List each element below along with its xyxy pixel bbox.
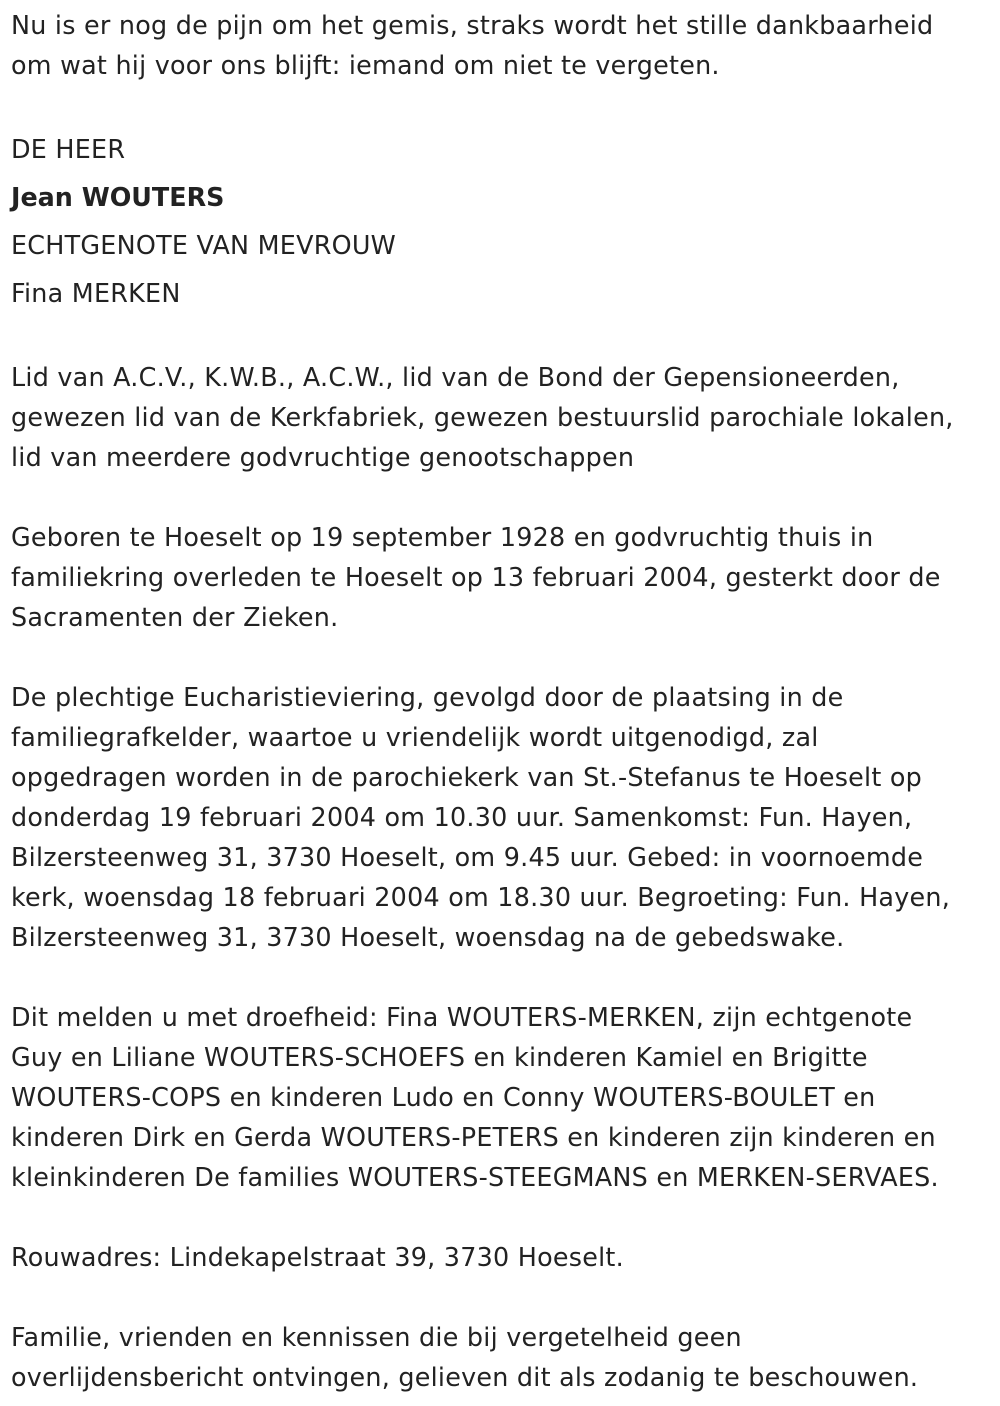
announcement-line: kleinkinderen De families WOUTERS-STEEGMANS en MERKEN-SERVAES.	[11, 1162, 939, 1192]
closing-line: overlijdensbericht ontvingen, gelieven dit als zodanig te beschouwen.	[11, 1362, 919, 1392]
ceremony-line: donderdag 19 februari 2004 om 10.30 uur. Samenkomst: Fun. Hayen,	[11, 802, 913, 832]
announcement-line: WOUTERS-COPS en kinderen Ludo en Conny WOUTERS-BOULET en	[11, 1082, 876, 1112]
announcement-line: kinderen Dirk en Gerda WOUTERS-PETERS en kinderen zijn kinderen en	[11, 1122, 936, 1152]
paragraph-gap	[11, 317, 991, 357]
ceremony-line: kerk, woensdag 18 februari 2004 om 18.30 uur. Begroeting: Fun. Hayen,	[11, 882, 951, 912]
memberships-line: lid van meerdere godvruchtige genootschappen	[11, 442, 635, 472]
paragraph-gap	[11, 85, 991, 125]
birth-death-line: familiekring overleden te Hoeselt op 13 februari 2004, gesterkt door de	[11, 562, 941, 592]
announcement-line: Dit melden u met droefheid: Fina WOUTERS-MERKEN, zijn echtgenote	[11, 1002, 913, 1032]
ceremony-line: familiegrafkelder, waartoe u vriendelijk wordt uitgenodigd, zal	[11, 722, 819, 752]
ceremony-line: De plechtige Eucharistieviering, gevolgd door de plaatsing in de	[11, 682, 844, 712]
memberships-paragraph	[11, 357, 991, 477]
ceremony-paragraph	[11, 677, 991, 957]
honorific-title: DE HEER	[11, 134, 126, 164]
paragraph-gap	[11, 1277, 991, 1317]
deceased-heading	[11, 125, 991, 317]
paragraph-gap	[11, 1197, 991, 1237]
birth-death-paragraph	[11, 517, 991, 637]
obituary-document	[11, 5, 991, 1397]
ceremony-line: Bilzersteenweg 31, 3730 Hoeselt, om 9.45 uur. Gebed: in voornoemde	[11, 842, 924, 872]
intro-line: Nu is er nog de pijn om het gemis, straks wordt het stille dankbaarheid	[11, 10, 934, 40]
closing-line: Familie, vrienden en kennissen die bij vergetelheid geen	[11, 1322, 742, 1352]
paragraph-gap	[11, 637, 991, 677]
memberships-line: Lid van A.C.V., K.W.B., A.C.W., lid van de Bond der Gepensioneerden,	[11, 362, 900, 392]
paragraph-gap	[11, 477, 991, 517]
birth-death-line: Sacramenten der Zieken.	[11, 602, 339, 632]
birth-death-line: Geboren te Hoeselt op 19 september 1928 en godvruchtig thuis in	[11, 522, 874, 552]
paragraph-gap	[11, 957, 991, 997]
memberships-line: gewezen lid van de Kerkfabriek, gewezen bestuurslid parochiale lokalen,	[11, 402, 954, 432]
intro-line: om wat hij voor ons blijft: iemand om niet te vergeten.	[11, 50, 720, 80]
spouse-name: Fina MERKEN	[11, 278, 181, 308]
announcement-paragraph	[11, 997, 991, 1197]
deceased-name: Jean WOUTERS	[11, 182, 225, 212]
announcement-line: Guy en Liliane WOUTERS-SCHOEFS en kinderen Kamiel en Brigitte	[11, 1042, 868, 1072]
ceremony-line: Bilzersteenweg 31, 3730 Hoeselt, woensdag na de gebedswake.	[11, 922, 845, 952]
closing-paragraph	[11, 1317, 991, 1397]
mourning-address: Rouwadres: Lindekapelstraat 39, 3730 Hoeselt.	[11, 1242, 624, 1272]
ceremony-line: opgedragen worden in de parochiekerk van St.-Stefanus te Hoeselt op	[11, 762, 923, 792]
address-paragraph	[11, 1237, 991, 1277]
relation-label: ECHTGENOTE VAN MEVROUW	[11, 230, 397, 260]
intro-paragraph	[11, 5, 991, 85]
